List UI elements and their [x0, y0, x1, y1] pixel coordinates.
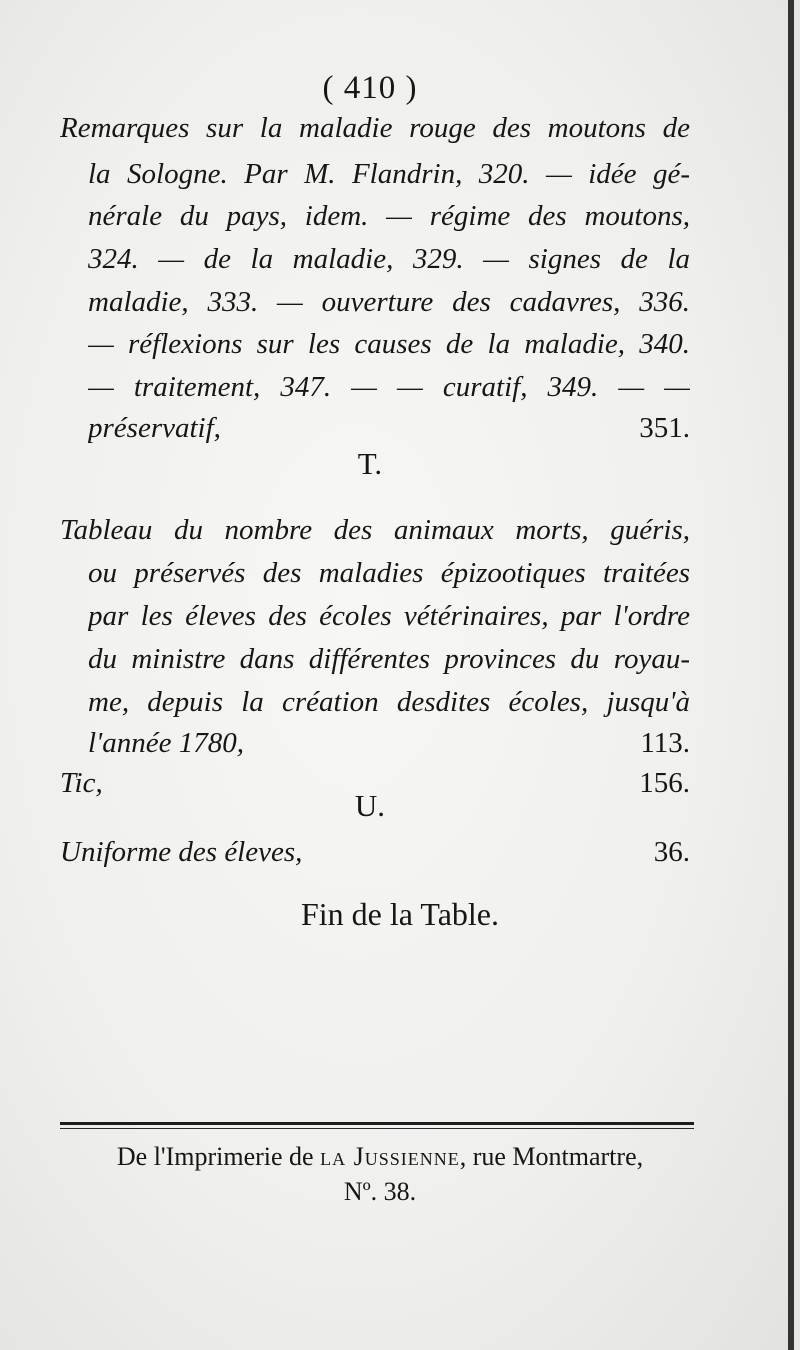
entry-line: [88, 408, 690, 448]
section-letter-u: U.: [354, 788, 386, 823]
entry-line: [60, 832, 690, 872]
entry-line: Remarques sur la maladie rouge des moutons de: [60, 112, 690, 144]
imprint-line: [60, 1140, 700, 1174]
entry-text: préservatif,: [88, 412, 221, 444]
page-number: ( 410 ): [322, 70, 418, 106]
entry-line: maladie, 333. — ouverture des cadavres, 336.: [88, 286, 690, 318]
imprint-suffix: , rue Montmartre,: [459, 1142, 644, 1171]
entry-page-ref: 36.: [653, 836, 690, 868]
entry-line: 324. — de la maladie, 329. — signes de la: [88, 243, 690, 275]
entry-page-ref: 113.: [640, 727, 690, 759]
end-of-table: Fin de la Table.: [300, 896, 499, 932]
entry-line: Tableau du nombre des animaux morts, guéris,: [60, 514, 690, 546]
entry-line: me, depuis la création desdites écoles, jusqu'à: [88, 686, 690, 718]
entry-line: — traitement, 347. — — curatif, 349. — —: [88, 371, 690, 403]
entry-page-ref: 351.: [639, 412, 690, 444]
entry-page-ref: 156.: [639, 767, 690, 799]
entry-line: — réflexions sur les causes de la maladie, 340.: [88, 328, 690, 360]
entry-line: du ministre dans différentes provinces du royau-: [88, 643, 690, 675]
entry-line: par les éleves des écoles vétérinaires, par l'ordre: [88, 600, 690, 632]
divider-rule-thin: [60, 1128, 694, 1129]
entry-line: ou préservés des maladies épizootiques traitées: [88, 557, 690, 589]
entry-text: Uniforme des éleves,: [60, 836, 303, 868]
imprint-printer: la Jussienne: [320, 1142, 460, 1171]
divider-rule: [60, 1122, 694, 1125]
entry-line: la Sologne. Par M. Flandrin, 320. — idée gé-: [88, 158, 690, 190]
entry-line: [88, 723, 690, 763]
entry-text: Tic,: [60, 767, 103, 799]
page-edge: [788, 0, 794, 1350]
imprint-prefix: De l'Imprimerie de: [116, 1142, 314, 1171]
imprint-number: Nº. 38.: [343, 1177, 417, 1206]
entry-line: nérale du pays, idem. — régime des moutons,: [88, 200, 690, 232]
section-letter-t: T.: [357, 446, 383, 481]
entry-text: l'année 1780,: [88, 727, 245, 759]
